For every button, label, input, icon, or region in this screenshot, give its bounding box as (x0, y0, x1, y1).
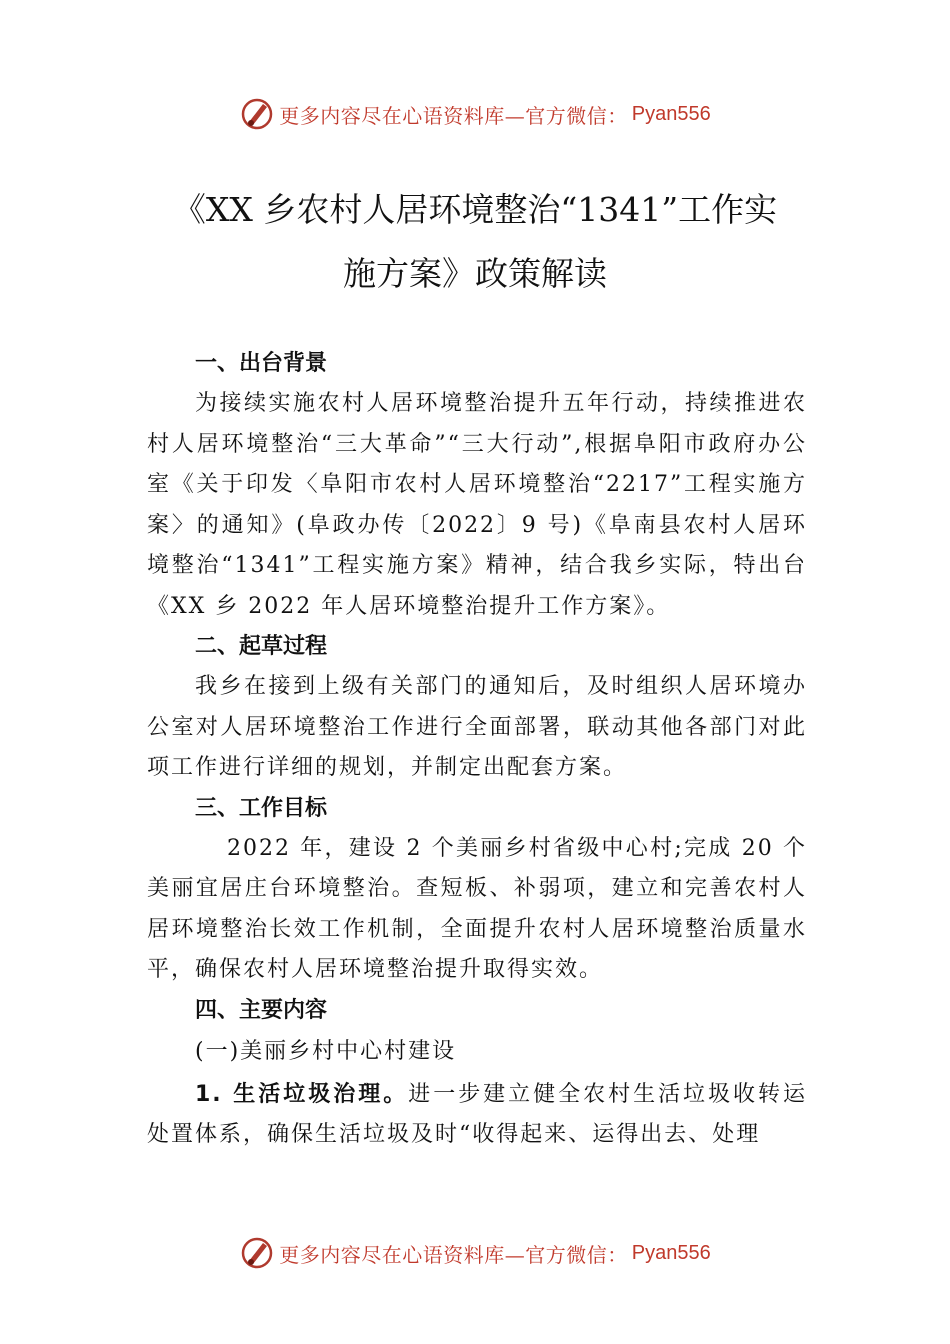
document-title (120, 178, 830, 306)
pen-seal-icon (239, 96, 275, 132)
item-lead: 1. 生活垃圾治理。 (195, 1081, 409, 1107)
banner-text: 更多内容尽在心语资料库—官方微信： (279, 103, 628, 128)
section-text-drafting: 我乡在接到上级有关部门的通知后，及时组织人居环境办公室对人居环境整治工作进行全面部署，联动其他各部门对此项工作进行详细的规划，并制定出配套方案。 (147, 674, 807, 780)
pen-seal-icon (239, 1235, 275, 1271)
header-banner (0, 94, 950, 134)
banner-text: 更多内容尽在心语资料库—官方微信： (279, 1242, 628, 1267)
document-body (147, 344, 807, 1156)
item-paragraph (147, 1075, 807, 1156)
subsection-heading: (一)美丽乡村中心村建设 (195, 1038, 457, 1064)
section-heading-content: 四、主要内容 (195, 997, 328, 1023)
title-line-2: 施方案》政策解读 (343, 254, 607, 293)
banner-handle: Pyan556 (631, 1241, 711, 1264)
title-line-1: 《XX 乡农村人居环境整治“1341”工作实 (172, 190, 778, 229)
section-heading-background: 一、出台背景 (195, 351, 328, 376)
section-heading-drafting: 二、起草过程 (195, 634, 328, 659)
item-text: 进一步建立健全农村生活垃圾收转运处置体系，确保生活垃圾及时“收得起来、运得出去、处理 (147, 1081, 807, 1147)
section-heading-goals: 三、工作目标 (195, 795, 328, 821)
footer-banner (0, 1233, 950, 1273)
section-text-goals: 2022 年，建设 2 个美丽乡村省级中心村;完成 20 个美丽宜居庄台环境整治。查短板、补弱项，建立和完善农村人居环境整治长效工作机制，全面提升农村人居环境整治质量水平，确保农村人居环境整治提升取得实效。 (147, 835, 807, 982)
banner-handle: Pyan556 (631, 102, 711, 125)
section-text-background: 为接续实施农村人居环境整治提升五年行动，持续推进农村人居环境整治“三大革命”“三大行动”,根据阜阳市政府办公室《关于印发〈阜阳市农村人居环境整治“2217”工程实施方案〉的通知》(阜政办传〔2022〕9 号)《阜南县农村人居环境整治“1341”工程实施方案》精神，结合我乡实际，特出台《XX 乡 2022 年人居环境整治提升工作方案》。 (147, 391, 807, 619)
